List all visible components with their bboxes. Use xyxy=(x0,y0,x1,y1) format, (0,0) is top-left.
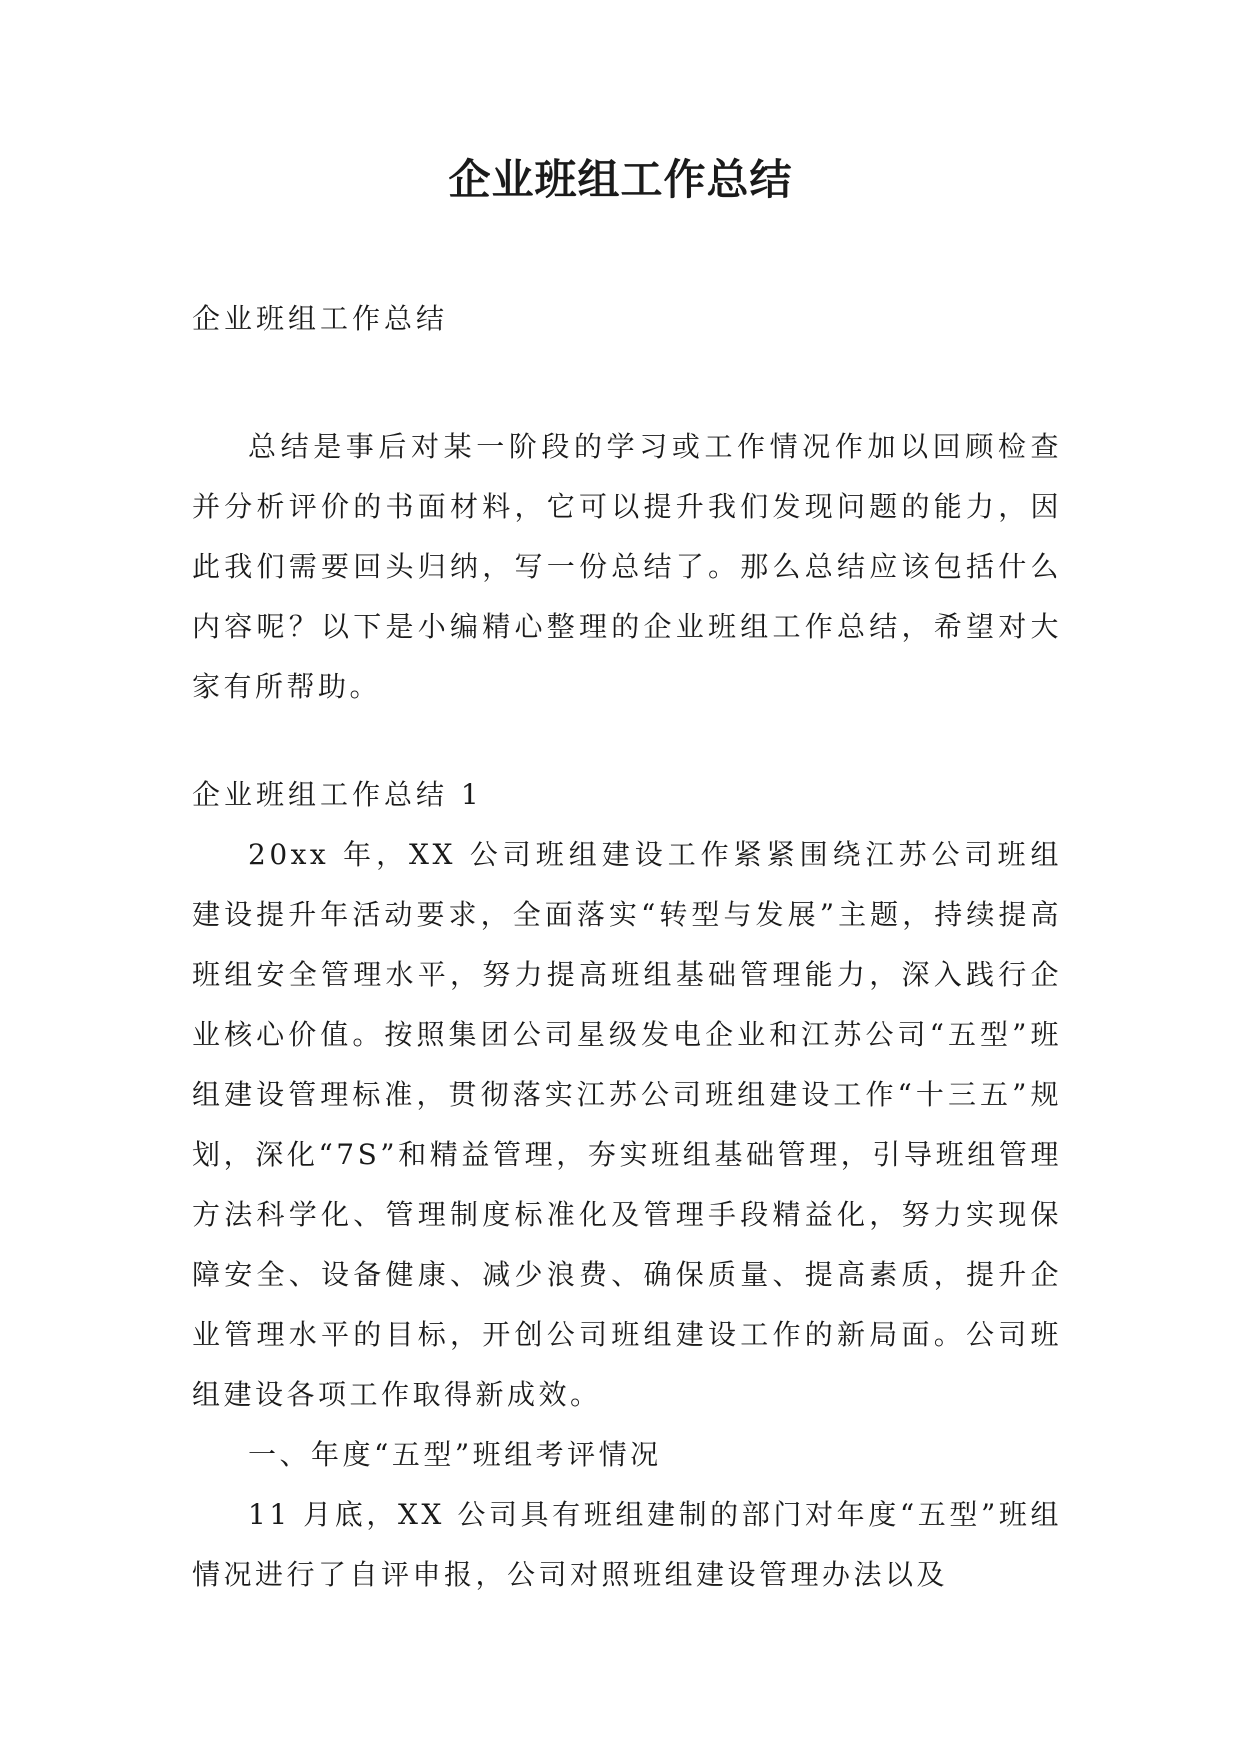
document-subtitle: 企业班组工作总结 xyxy=(192,302,449,335)
document-body xyxy=(192,289,1062,1605)
body-paragraph: 11 月底，XX 公司具有班组建制的部门对年度“五型”班组情况进行了自评申报，公司对照班组建设管理办法以及 xyxy=(192,1498,1062,1591)
document-title: 企业班组工作总结 xyxy=(448,155,793,204)
intro-paragraph: 总结是事后对某一阶段的学习或工作情况作加以回顾检查并分析评价的书面材料，它可以提升我们发现问题的能力，因此我们需要回头归纳，写一份总结了。那么总结应该包括什么内容呢？以下是小编精心整理的企业班组工作总结，希望对大家有所帮助。 xyxy=(192,430,1062,703)
sub-heading: 一、年度“五型”班组考评情况 xyxy=(248,1438,662,1471)
body-paragraph: 20xx 年，XX 公司班组建设工作紧紧围绕江苏公司班组建设提升年活动要求，全面落实“转型与发展”主题，持续提高班组安全管理水平，努力提高班组基础管理能力，深入践行企业核心价值。按照集团公司星级发电企业和江苏公司“五型”班组建设管理标准，贯彻落实江苏公司班组建设工作“十三五”规划，深化“7S”和精益管理，夯实班组基础管理，引导班组管理方法科学化、管理制度标准化及管理手段精益化，努力实现保障安全、设备健康、减少浪费、确保质量、提高素质，提升企业管理水平的目标，开创公司班组建设工作的新局面。公司班组建设各项工作取得新成效。 xyxy=(192,838,1062,1411)
section-heading: 企业班组工作总结 1 xyxy=(192,778,483,811)
